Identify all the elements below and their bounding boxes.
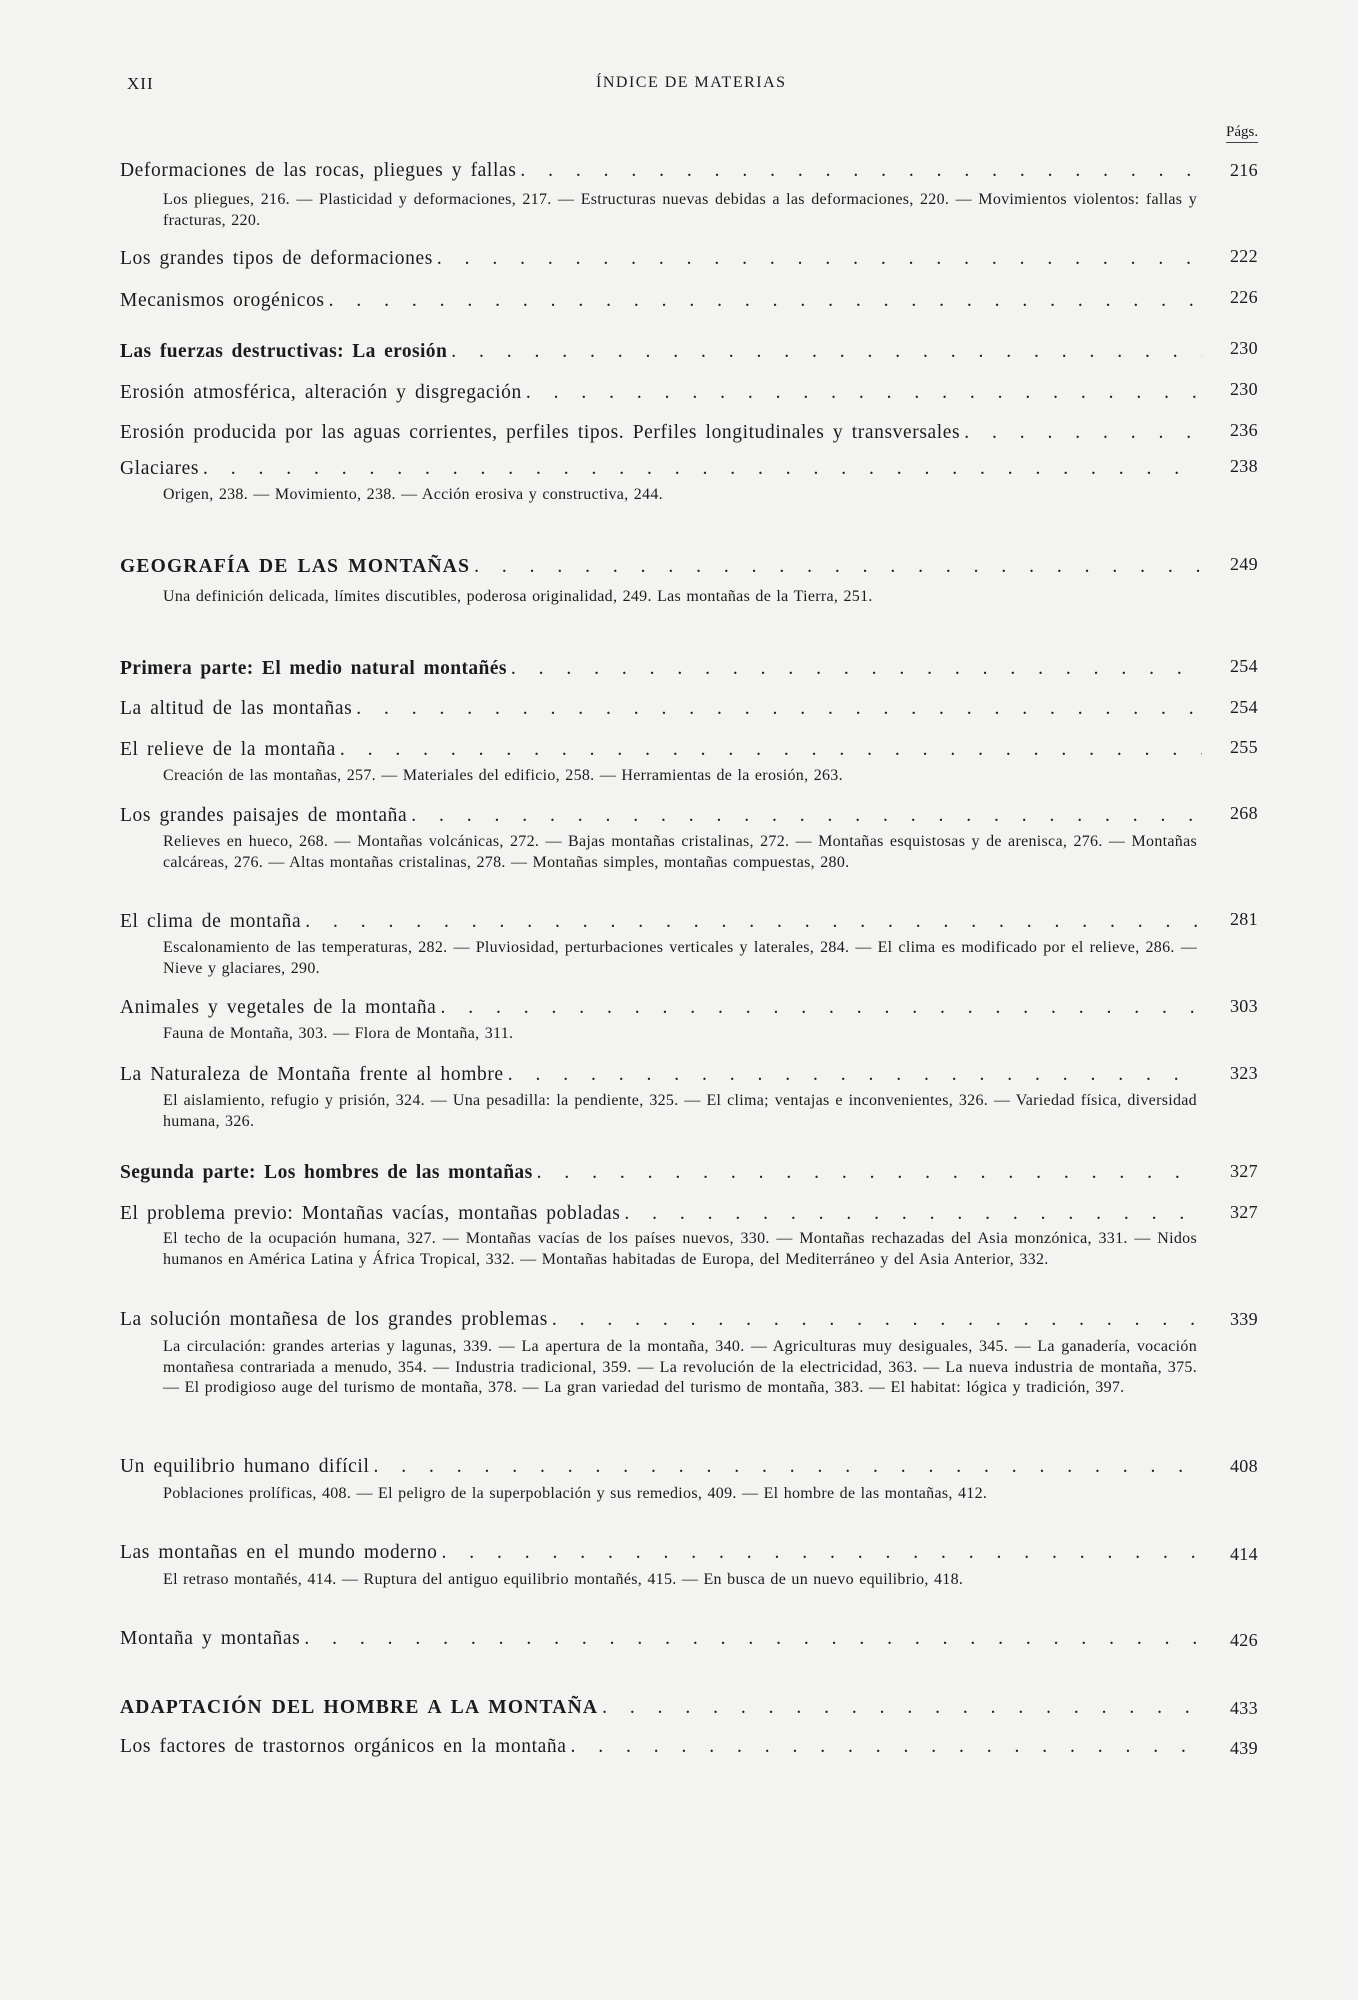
leader-dots [441, 1542, 1202, 1564]
toc-entry-page: 323 [1230, 1063, 1258, 1083]
leader-dots [537, 1162, 1202, 1184]
leader-dots [451, 341, 1202, 363]
toc-entry-subtopics: Creación de las montañas, 257. — Materiales del edificio, 258. — Herramientas de la erosión, 263. [163, 767, 843, 784]
leader-dots [373, 1456, 1202, 1478]
toc-entry [120, 1628, 1208, 1650]
toc-entry-page: 230 [1230, 338, 1258, 358]
leader-dots [602, 1697, 1202, 1719]
leader-dots [511, 658, 1202, 680]
toc-entry-page: 226 [1230, 287, 1258, 307]
toc-entry-title: El relieve de la montaña [120, 739, 336, 760]
leader-dots [624, 1203, 1202, 1225]
leader-dots [552, 1309, 1202, 1331]
toc-entry [120, 382, 1208, 404]
toc-part-heading [120, 556, 1208, 578]
toc-entry-page: 433 [1230, 1698, 1258, 1718]
toc-entry-page: 339 [1230, 1309, 1258, 1329]
toc-entry [120, 698, 1208, 720]
toc-entry-page: 408 [1230, 1456, 1258, 1476]
leader-dots [964, 422, 1202, 444]
toc-entry-subtopics: La circulación: grandes arterias y lagunas, 339. — La apertura de la montaña, 340. — Agriculturas muy desiguales, 345. — La ganadería, vocación montañesa contrariada a menudo, 354. — Industria tradicional, 359. — La revolución de la electricidad, 363. — La nueva industria de montaña, 375. — El prodigioso auge del turismo de montaña, 378. — La gran variedad del turismo de montaña, 383. — El habitat: lógica y tradición, 397. [163, 1338, 1197, 1396]
toc-entry [120, 290, 1208, 312]
toc-entry-subtopics: El techo de la ocupación humana, 327. — Montañas vacías de los países nuevos, 330. — Montañas rechazadas del Asia monzónica, 331. — Nidos humanos en América Latina y África Tropical, 332. — Montañas habitadas de Europa, del Mediterráneo y del Asia Anterior, 332. [163, 1230, 1197, 1268]
toc-section-heading [120, 658, 1208, 680]
toc-entry-title: Un equilibrio humano difícil [120, 1456, 370, 1477]
toc-entry [120, 248, 1208, 270]
toc-entry [120, 1309, 1208, 1331]
leader-dots [440, 997, 1202, 1019]
toc-entry-title: Los grandes paisajes de montaña [120, 805, 408, 826]
toc-entry-page: 303 [1230, 996, 1258, 1016]
toc-entry-title: Primera parte: El medio natural montañés [120, 658, 507, 679]
leader-dots [570, 1736, 1202, 1758]
toc-entry [120, 1456, 1208, 1478]
leader-dots [437, 248, 1202, 270]
pags-column-label: Págs. [1226, 124, 1258, 143]
leader-dots [411, 805, 1202, 827]
toc-entry [120, 911, 1208, 933]
toc-entry-title: El problema previo: Montañas vacías, montañas pobladas [120, 1203, 621, 1224]
leader-dots [356, 698, 1202, 720]
toc-entry-subtopics: El retraso montañés, 414. — Ruptura del antiguo equilibrio montañés, 415. — En busca de un nuevo equilibrio, 418. [163, 1571, 964, 1588]
toc-entry [120, 1064, 1208, 1086]
toc-entry [120, 1203, 1208, 1225]
toc-section-heading [120, 341, 1208, 363]
leader-dots [526, 382, 1202, 404]
toc-entry-subtopics: Los pliegues, 216. — Plasticidad y deformaciones, 217. — Estructuras nuevas debidas a las deformaciones, 220. — Movimientos violentos: fallas y fracturas, 220. [163, 191, 1197, 229]
toc-entry [120, 160, 1208, 182]
toc-entry-subtopics: Relieves en hueco, 268. — Montañas volcánicas, 272. — Bajas montañas cristalinas, 272. — Montañas esquistosas y de arenisca, 276. — Montañas calcáreas, 276. — Altas montañas cristalinas, 278. — Montañas simples, montañas compuestas, 280. [163, 833, 1197, 871]
toc-entry-title: Las montañas en el mundo moderno [120, 1542, 438, 1563]
toc-entry-title: Montaña y montañas [120, 1628, 301, 1649]
toc-entry-title: GEOGRAFÍA DE LAS MONTAÑAS [120, 556, 471, 577]
toc-entry-page: 255 [1230, 737, 1258, 757]
toc-entry-title: ADAPTACIÓN DEL HOMBRE A LA MONTAÑA [120, 1697, 599, 1718]
toc-entry [120, 997, 1208, 1019]
toc-entry-page: 414 [1230, 1544, 1258, 1564]
leader-dots [329, 290, 1202, 312]
toc-entry-title: Erosión producida por las aguas corrientes, perfiles tipos. Perfiles longitudinales y transversales [120, 422, 961, 443]
toc-entry-title: La solución montañesa de los grandes problemas [120, 1309, 548, 1330]
toc-entry-page: 254 [1230, 656, 1258, 676]
toc-entry-subtopics: Poblaciones prolíficas, 408. — El peligro de la superpoblación y sus remedios, 409. — El hombre de las montañas, 412. [163, 1485, 988, 1502]
toc-entry-title: Los factores de trastornos orgánicos en la montaña [120, 1736, 567, 1757]
leader-dots [203, 458, 1202, 480]
toc-entry-title: La altitud de las montañas [120, 698, 353, 719]
toc-part-heading [120, 1697, 1208, 1719]
toc-entry-page: 236 [1230, 420, 1258, 440]
toc-entry-page: 439 [1230, 1738, 1258, 1758]
toc-entry-title: Deformaciones de las rocas, pliegues y fallas [120, 160, 517, 181]
toc-entry-page: 254 [1230, 697, 1258, 717]
leader-dots [520, 160, 1202, 182]
page-number: XII [127, 74, 154, 93]
toc-entry [120, 1736, 1208, 1758]
toc-entry [120, 739, 1208, 761]
toc-entry-title: El clima de montaña [120, 911, 302, 932]
toc-entry-title: Los grandes tipos de deformaciones [120, 248, 433, 269]
toc-entry-page: 327 [1230, 1202, 1258, 1222]
leader-dots [305, 911, 1202, 933]
toc-entry-title: La Naturaleza de Montaña frente al hombre [120, 1064, 504, 1085]
running-title: ÍNDICE DE MATERIAS [596, 74, 787, 91]
toc-entry [120, 422, 1208, 444]
toc-section-heading [120, 1162, 1208, 1184]
toc-entry-title: Mecanismos orogénicos [120, 290, 325, 311]
toc-entry [120, 1542, 1208, 1564]
toc-entry-title: Glaciares [120, 458, 200, 479]
toc-entry-title: Animales y vegetales de la montaña [120, 997, 437, 1018]
toc-entry-page: 426 [1230, 1630, 1258, 1650]
toc-entry-subtopics: Origen, 238. — Movimiento, 238. — Acción erosiva y constructiva, 244. [163, 486, 663, 503]
leader-dots [474, 556, 1202, 578]
toc-entry-title: Las fuerzas destructivas: La erosión [120, 341, 448, 362]
leader-dots [508, 1064, 1202, 1086]
leader-dots [340, 739, 1202, 761]
toc-entry [120, 458, 1208, 480]
toc-entry-title: Segunda parte: Los hombres de las montañas [120, 1162, 533, 1183]
toc-entry-page: 230 [1230, 379, 1258, 399]
toc-entry-subtopics: Escalonamiento de las temperaturas, 282. — Pluviosidad, perturbaciones verticales y laterales, 284. — El clima es modificado por el relieve, 286. — Nieve y glaciares, 290. [163, 939, 1197, 977]
toc-entry-page: 327 [1230, 1161, 1258, 1181]
toc-entry-subtopics: Una definición delicada, límites discutibles, poderosa originalidad, 249. Las montañas de la Tierra, 251. [163, 588, 873, 605]
leader-dots [304, 1628, 1202, 1650]
toc-entry [120, 805, 1208, 827]
toc-entry-page: 216 [1230, 160, 1258, 180]
toc-entry-page: 268 [1230, 803, 1258, 823]
toc-entry-page: 238 [1230, 456, 1258, 476]
toc-entry-page: 222 [1230, 246, 1258, 266]
toc-entry-page: 249 [1230, 554, 1258, 574]
toc-entry-page: 281 [1230, 909, 1258, 929]
toc-entry-title: Erosión atmosférica, alteración y disgregación [120, 382, 522, 403]
toc-entry-subtopics: El aislamiento, refugio y prisión, 324. — Una pesadilla: la pendiente, 325. — El clima; ventajas e inconvenientes, 326. — Variedad física, diversidad humana, 326. [163, 1092, 1197, 1130]
toc-entry-subtopics: Fauna de Montaña, 303. — Flora de Montaña, 311. [163, 1025, 514, 1042]
